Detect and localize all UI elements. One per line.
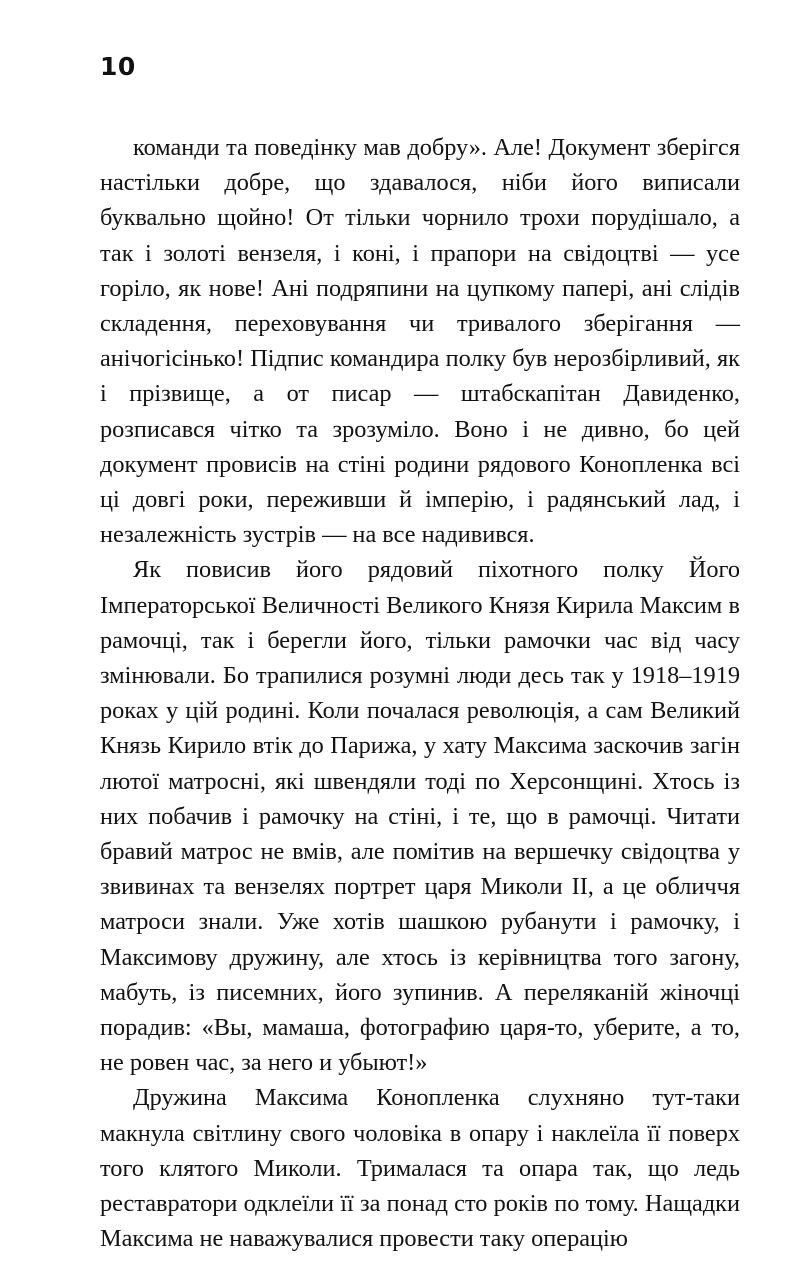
page-number: 10 bbox=[100, 52, 136, 81]
paragraph: команди та поведінку мав добру». Але! Документ зберігся настільки добре, що здавалося, ніби його виписали буквально щойно! От тільки чорнило трохи порудішало, а так і золоті вензеля, і коні, і прапори на свідоцтві — усе горіло, як нове! Ані подряпини на цупкому папері, ані слідів складення, переховування чи тривалого зберігання — анічогісінько! Підпис командира полку був нерозбірливий, як і прізвище, а от писар — штабскапітан Давиденко, розписався чітко та зрозуміло. Воно і не дивно, бо цей документ провисів на стіні родини рядового Конопленка всі ці довгі роки, переживши й імперію, і радянський лад, і незалежність зустрів — на все надивився. bbox=[100, 134, 740, 549]
paragraph: Дружина Максима Конопленка слухняно тут-таки макнула світлину свого чоловіка в опару і наклеїла її поверх того клятого Миколи. Трималася та опара так, що ледь реставратори одклеїли її за понад сто років по тому. Нащадки Максима не наважувалися провести таку операцію bbox=[100, 1084, 740, 1253]
page-body-text bbox=[100, 130, 740, 1257]
paragraph: Як повисив його рядовий піхотного полку Його Імператорської Величності Великого Князя Кирила Максим в рамочці, так і берегли його, тільки рамочки час від часу змінювали. Бо трапилися розумні люди десь так у 1918–1919 роках у цій родині. Коли почалася революція, а сам Великий Князь Кирило втік до Парижа, у хату Максима заскочив загін лютої матросні, які швендяли тоді по Херсонщині. Хтось із них побачив і рамочку на стіні, і те, що в рамочці. Читати бравий матрос не вмів, але помітив на вершечку свідоцтва у звивинах та вензелях портрет царя Миколи II, а це обличчя матроси знали. Уже хотів шашкою рубанути і рамочку, і Максимову дружину, але хтось із керівництва того загону, мабуть, із писемних, його зупинив. А переляканій жіночці порадив: «Вы, мамаша, фотографию царя-то, уберите, а то, не ровен час, за него и убыют!» bbox=[100, 556, 740, 1077]
